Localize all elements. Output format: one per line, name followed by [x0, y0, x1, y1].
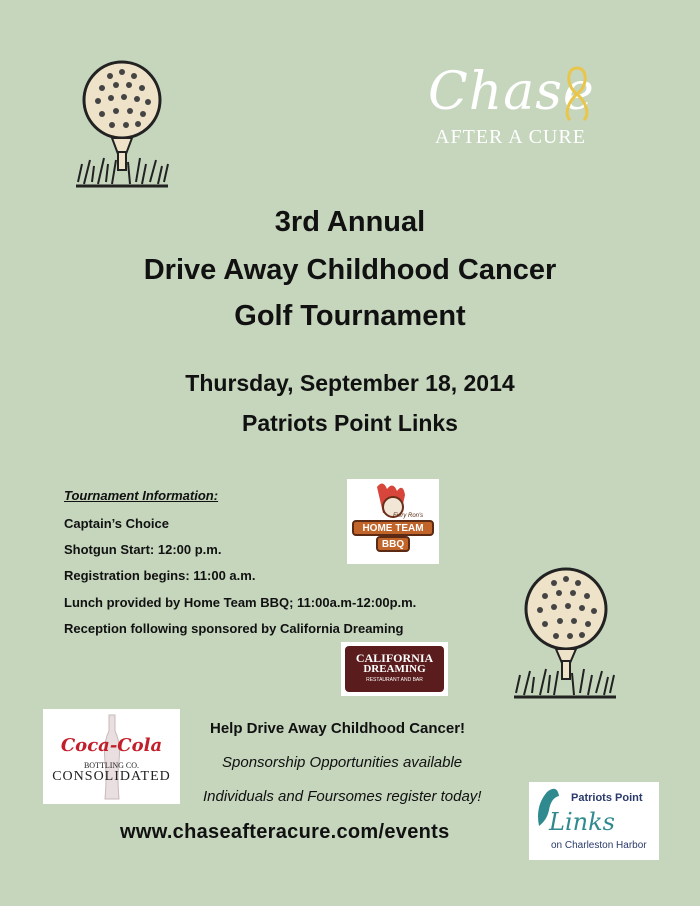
calidream-main-text: CALIFORNIA: [355, 651, 434, 665]
chase-after-a-cure-logo: [420, 62, 620, 157]
info-item: Shotgun Start: 12:00 p.m.: [64, 542, 222, 557]
sponsorship-text: Sponsorship Opportunities available: [222, 754, 463, 771]
ribbon-icon: [560, 64, 594, 129]
home-team-bbq-logo: [347, 479, 439, 564]
patriots-line1-text: Patriots Point: [571, 792, 643, 804]
golf-ball-illustration-right: [510, 563, 620, 708]
tournament-info-heading: Tournament Information:: [64, 488, 219, 503]
help-drive-away-heading: Help Drive Away Childhood Cancer!: [210, 720, 466, 737]
info-item: Registration begins: 11:00 a.m.: [64, 568, 256, 583]
hometeam-sub-text: BBQ: [381, 539, 405, 550]
coke-line2-text: BOTTLING CO.: [83, 761, 140, 770]
calidream-main-text-2: DREAMING: [363, 663, 426, 675]
title-line-1: 3rd Annual: [274, 206, 426, 238]
logo-brand-word: Chase: [428, 62, 595, 122]
patriots-line3-text: on Charleston Harbor: [551, 840, 647, 851]
hometeam-main-text: HOME TEAM: [362, 523, 424, 534]
golf-ball-illustration-top: [72, 54, 172, 199]
patriots-point-links-logo: [529, 782, 659, 860]
website-link[interactable]: www.chaseafteracure.com/events: [120, 821, 450, 843]
bottle-icon: [101, 713, 123, 801]
logo-tagline: AFTER A CURE: [435, 126, 586, 148]
event-venue: Patriots Point Links: [242, 410, 458, 436]
patriots-line2-text: Links: [549, 808, 615, 836]
coke-brand-text: Coca-Cola: [60, 735, 163, 756]
hometeam-small-text: Fiery Ron's: [393, 513, 424, 519]
event-date: Thursday, September 18, 2014: [185, 370, 515, 396]
register-text: Individuals and Foursomes register today!: [203, 788, 482, 805]
info-item: Reception following sponsored by California Dreaming: [64, 621, 404, 636]
info-item: Captain’s Choice: [64, 516, 169, 531]
title-line-3: Golf Tournament: [234, 300, 466, 332]
coca-cola-consolidated-logo: [43, 709, 180, 804]
info-item: Lunch provided by Home Team BBQ; 11:00a.m-12:00p.m.: [64, 595, 417, 610]
coke-line3-text: CONSOLIDATED: [52, 769, 171, 784]
calidream-sub-text: RESTAURANT AND BAR: [366, 677, 423, 683]
california-dreaming-logo: [341, 642, 448, 696]
title-line-2: Drive Away Childhood Cancer: [143, 254, 557, 286]
